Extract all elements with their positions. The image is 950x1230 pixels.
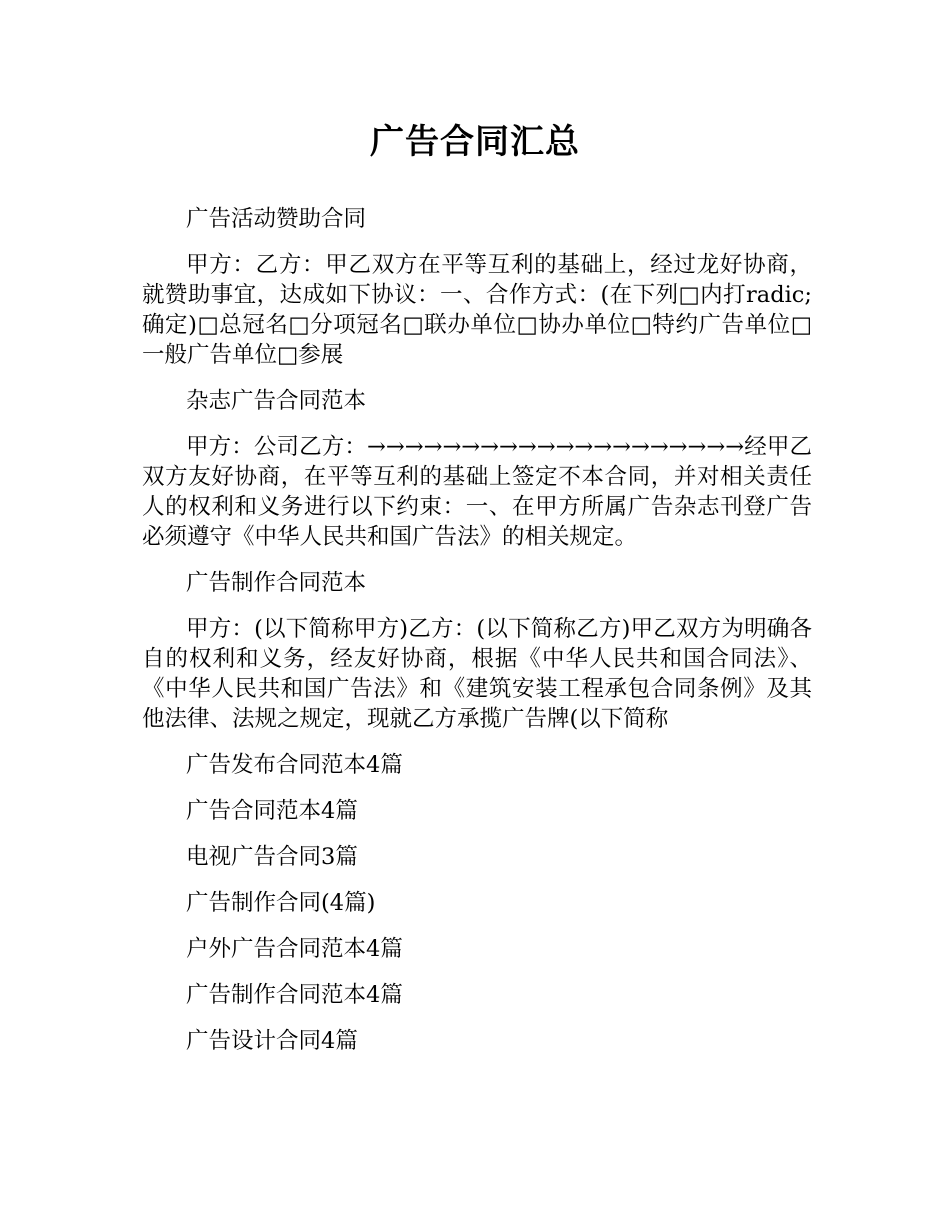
section-heading: 广告活动赞助合同 <box>186 206 367 232</box>
section-heading: 杂志广告合同范本 <box>186 388 367 414</box>
related-title: 广告制作合同范本4篇 <box>186 982 403 1008</box>
related-title: 广告制作合同(4篇) <box>186 890 376 916</box>
section-heading: 广告制作合同范本 <box>186 570 367 596</box>
related-title: 电视广告合同3篇 <box>186 844 358 870</box>
related-title: 广告设计合同4篇 <box>186 1028 358 1054</box>
related-title: 广告发布合同范本4篇 <box>186 752 403 778</box>
section-paragraph: 甲方：公司乙方：→→→→→→→→→→→→→→→→→→→→经甲乙双方友好协商，在平等互利的基础上签定不本合同，并对相关责任人的权利和义务进行以下约束：一、在甲方所属广告杂志刊登广告必须遵守《中华人民共和国广告法》的相关规定。 <box>142 434 812 550</box>
section-paragraph: 甲方：(以下简称甲方)乙方：(以下简称乙方)甲乙双方为明确各自的权利和义务，经友好协商，根据《中华人民共和国合同法》、《中华人民共和国广告法》和《建筑安装工程承包合同条例》及其他法律、法规之规定，现就乙方承揽广告牌(以下简称 <box>142 616 812 732</box>
section-paragraph: 甲方：乙方：甲乙双方在平等互利的基础上，经过龙好协商，就赞助事宜，达成如下协议：一、合作方式：(在下列□内打radic;确定)□总冠名□分项冠名□联办单位□协办单位□特约广告单位□一般广告单位□参展 <box>142 252 812 368</box>
document-title: 广告合同汇总 <box>370 122 580 162</box>
document-body <box>142 204 812 1072</box>
related-title: 户外广告合同范本4篇 <box>186 936 403 962</box>
related-title: 广告合同范本4篇 <box>186 798 358 824</box>
